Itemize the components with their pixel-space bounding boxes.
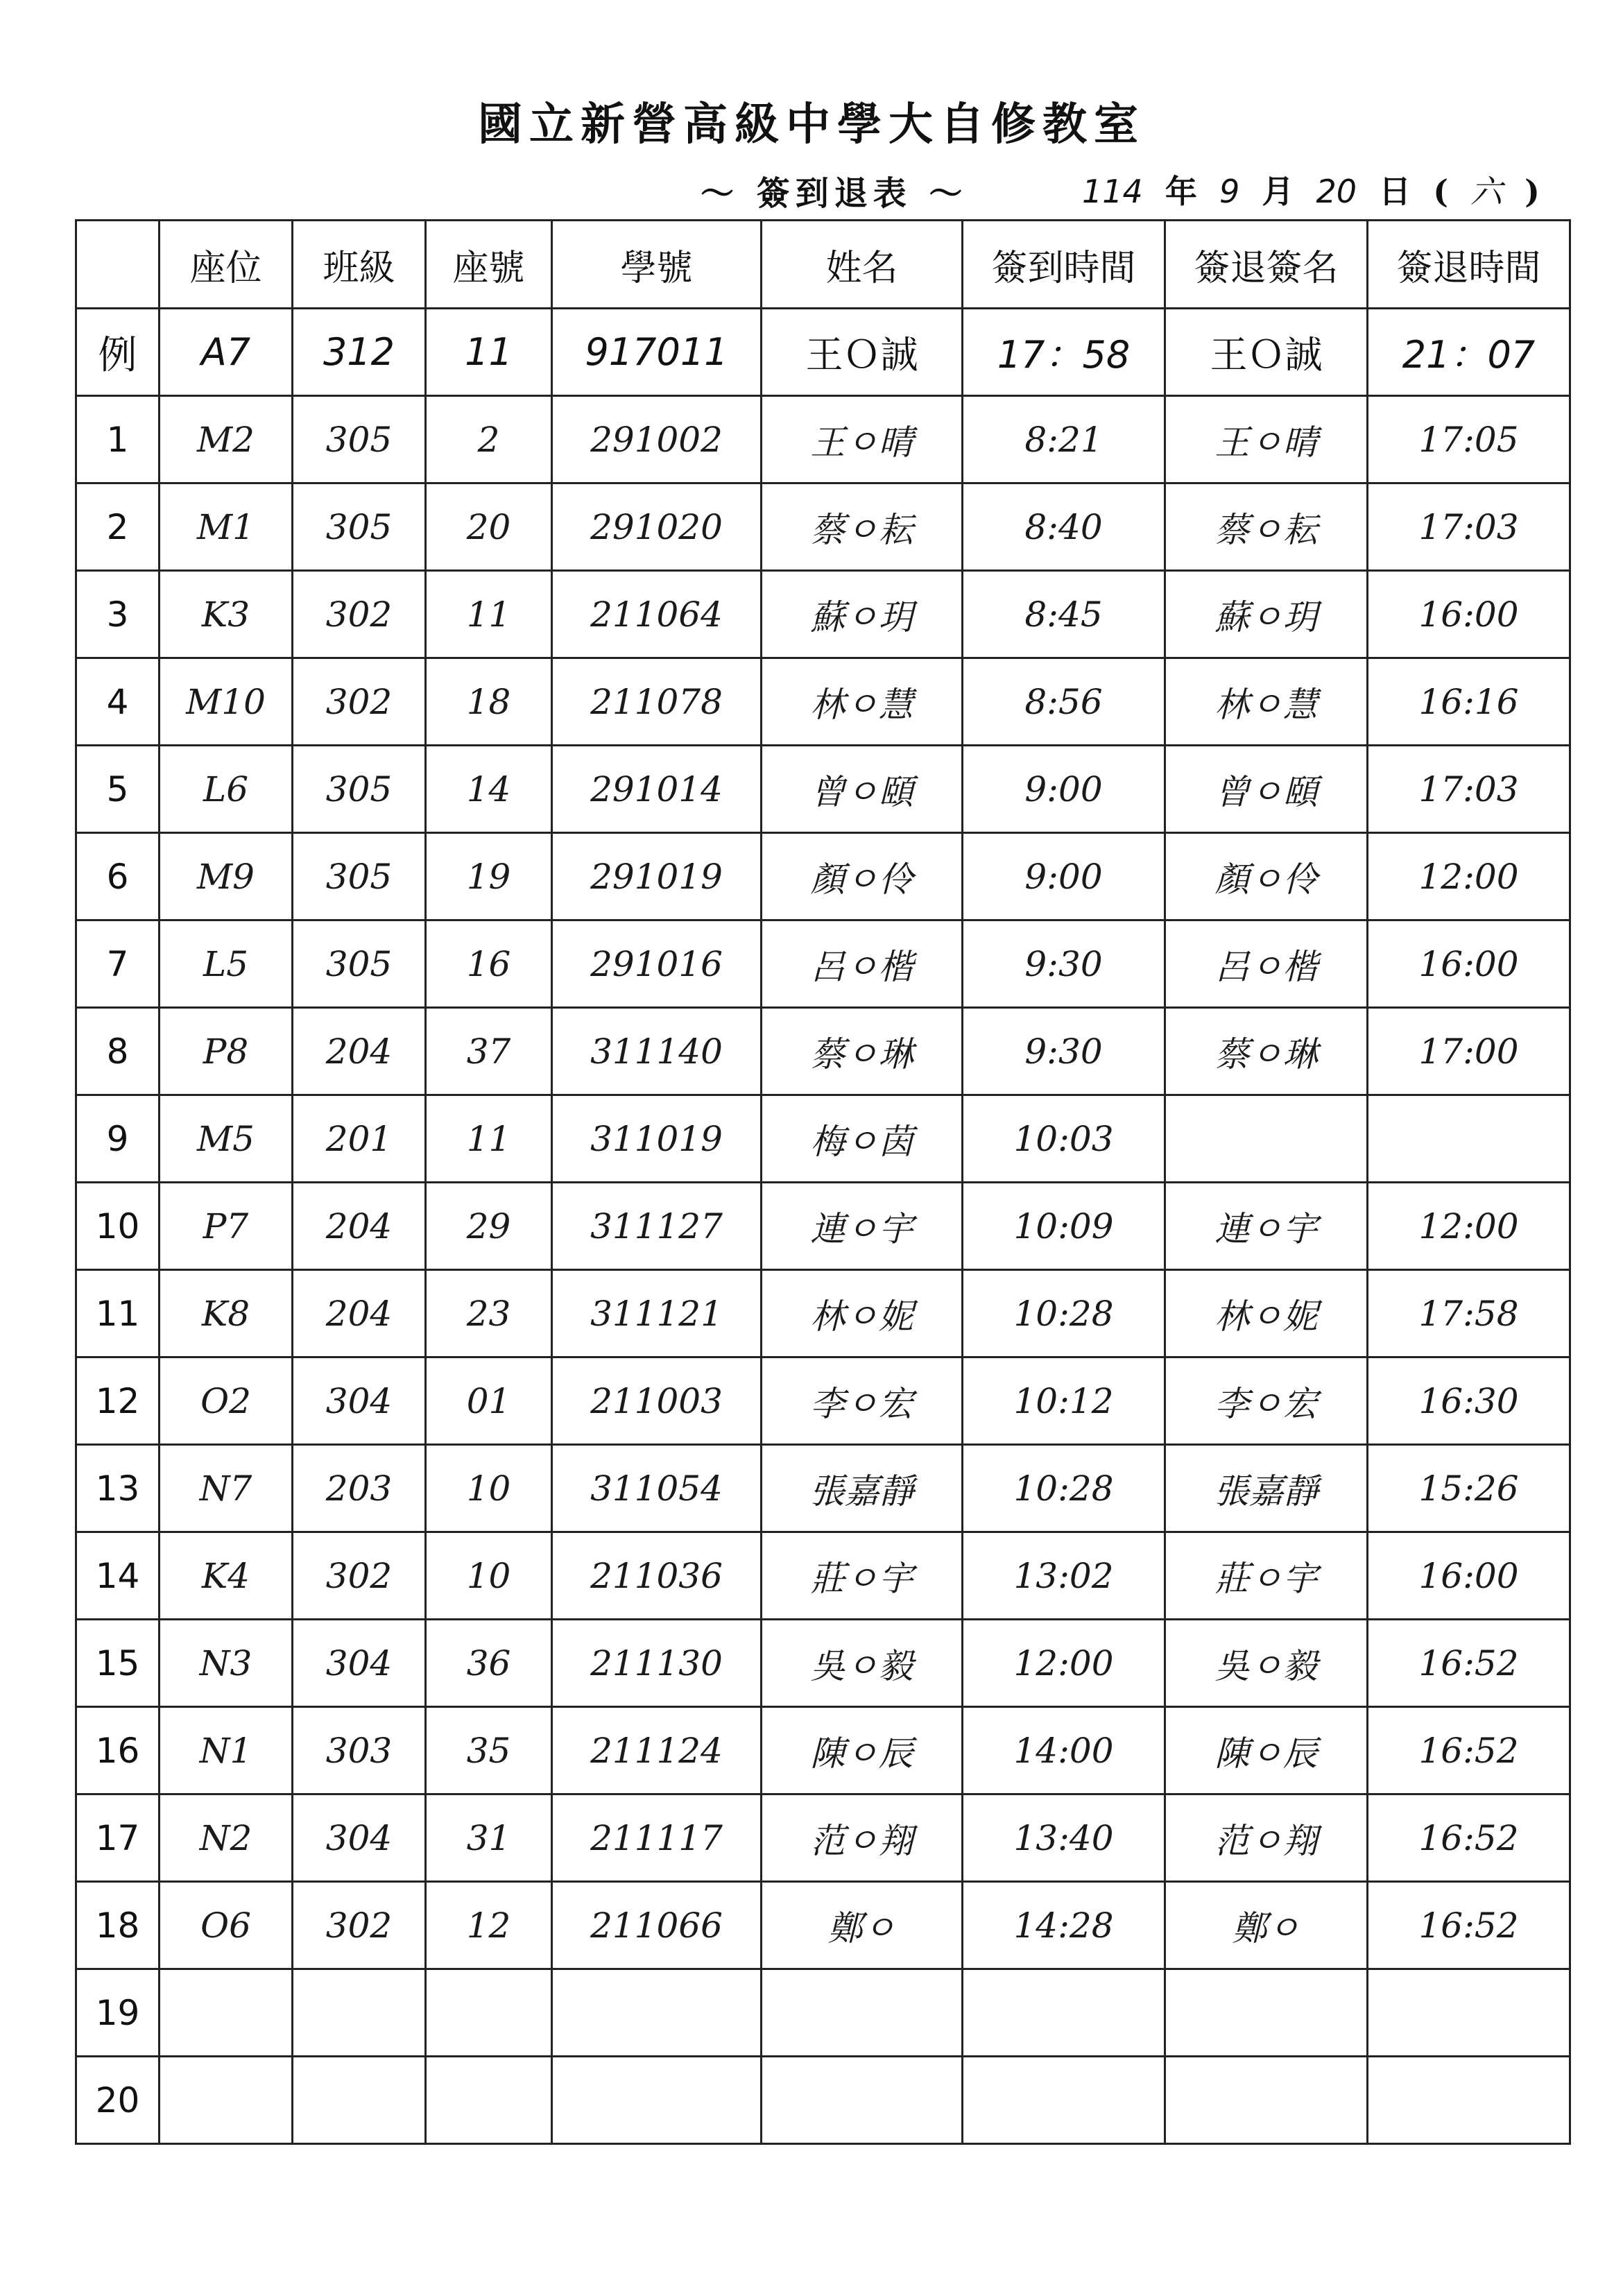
seat-cell bbox=[160, 2057, 293, 2144]
student-id-cell: 917011 bbox=[552, 309, 762, 396]
row-index: 例 bbox=[76, 309, 160, 396]
seat-number-cell: 16 bbox=[426, 920, 552, 1008]
sign-out-time-cell: 16:00 bbox=[1368, 920, 1570, 1008]
name-cell: 林ㅇ慧 bbox=[762, 658, 963, 746]
table-row bbox=[76, 1445, 1570, 1532]
seat-number-cell bbox=[426, 1969, 552, 2057]
sign-out-signature-cell: 林ㅇ妮 bbox=[1165, 1270, 1368, 1357]
class-cell bbox=[293, 1969, 426, 2057]
seat-number-cell: 01 bbox=[426, 1357, 552, 1445]
row-index: 5 bbox=[76, 746, 160, 833]
seat-cell: N3 bbox=[160, 1620, 293, 1707]
seat-number-cell: 35 bbox=[426, 1707, 552, 1794]
seat-number-cell: 19 bbox=[426, 833, 552, 920]
seat-number-cell: 23 bbox=[426, 1270, 552, 1357]
col-header-class: 班級 bbox=[293, 221, 426, 309]
row-index: 10 bbox=[76, 1183, 160, 1270]
date-day-label: 日 bbox=[1379, 173, 1411, 210]
table-row bbox=[76, 658, 1570, 746]
sign-out-signature-cell: 林ㅇ慧 bbox=[1165, 658, 1368, 746]
seat-number-cell: 31 bbox=[426, 1794, 552, 1882]
seat-cell: P8 bbox=[160, 1008, 293, 1095]
seat-cell: K3 bbox=[160, 571, 293, 658]
table-row bbox=[76, 1357, 1570, 1445]
name-cell: 梅ㅇ茵 bbox=[762, 1095, 963, 1183]
row-index: 16 bbox=[76, 1707, 160, 1794]
seat-number-cell: 20 bbox=[426, 483, 552, 571]
student-id-cell: 211036 bbox=[552, 1532, 762, 1620]
date-day: 20 bbox=[1316, 173, 1357, 210]
sign-out-signature-cell: 呂ㅇ楷 bbox=[1165, 920, 1368, 1008]
class-cell: 204 bbox=[293, 1183, 426, 1270]
date-weekday: 六 bbox=[1470, 173, 1503, 210]
sign-in-table bbox=[75, 219, 1571, 2145]
student-id-cell: 291019 bbox=[552, 833, 762, 920]
sign-out-signature-cell: 連ㅇ宇 bbox=[1165, 1183, 1368, 1270]
seat-number-cell: 2 bbox=[426, 396, 552, 483]
student-id-cell bbox=[552, 1969, 762, 2057]
row-index: 11 bbox=[76, 1270, 160, 1357]
row-index: 3 bbox=[76, 571, 160, 658]
row-index: 14 bbox=[76, 1532, 160, 1620]
sign-in-time-cell: 8:56 bbox=[963, 658, 1165, 746]
student-id-cell bbox=[552, 2057, 762, 2144]
seat-cell bbox=[160, 1969, 293, 2057]
table-row bbox=[76, 483, 1570, 571]
name-cell: 莊ㅇ宇 bbox=[762, 1532, 963, 1620]
sign-in-time-cell bbox=[963, 2057, 1165, 2144]
col-header-sign-out-time: 簽退時間 bbox=[1368, 221, 1570, 309]
seat-cell: M1 bbox=[160, 483, 293, 571]
sign-out-time-cell: 16:30 bbox=[1368, 1357, 1570, 1445]
class-cell: 305 bbox=[293, 746, 426, 833]
sign-out-signature-cell: 李ㅇ宏 bbox=[1165, 1357, 1368, 1445]
seat-number-cell: 36 bbox=[426, 1620, 552, 1707]
sign-out-time-cell: 12:00 bbox=[1368, 833, 1570, 920]
table-row bbox=[76, 1270, 1570, 1357]
student-id-cell: 291020 bbox=[552, 483, 762, 571]
sign-out-time-cell: 16:16 bbox=[1368, 658, 1570, 746]
sign-out-signature-cell: 張嘉靜 bbox=[1165, 1445, 1368, 1532]
table-row bbox=[76, 1794, 1570, 1882]
name-cell: 曾ㅇ頤 bbox=[762, 746, 963, 833]
seat-number-cell: 12 bbox=[426, 1882, 552, 1969]
sign-out-time-cell bbox=[1368, 1969, 1570, 2057]
seat-cell: N1 bbox=[160, 1707, 293, 1794]
row-index: 13 bbox=[76, 1445, 160, 1532]
class-cell: 305 bbox=[293, 396, 426, 483]
table-row bbox=[76, 746, 1570, 833]
date-weekday-open: ( bbox=[1433, 173, 1448, 210]
sign-in-time-cell: 14:28 bbox=[963, 1882, 1165, 1969]
student-id-cell: 211124 bbox=[552, 1707, 762, 1794]
row-index: 2 bbox=[76, 483, 160, 571]
name-cell: 蘇ㅇ玥 bbox=[762, 571, 963, 658]
name-cell: 呂ㅇ楷 bbox=[762, 920, 963, 1008]
table-row bbox=[76, 920, 1570, 1008]
name-cell: 張嘉靜 bbox=[762, 1445, 963, 1532]
name-cell: 蔡ㅇ琳 bbox=[762, 1008, 963, 1095]
student-id-cell: 211003 bbox=[552, 1357, 762, 1445]
sign-in-time-cell: 9:30 bbox=[963, 1008, 1165, 1095]
seat-number-cell: 37 bbox=[426, 1008, 552, 1095]
class-cell: 201 bbox=[293, 1095, 426, 1183]
sign-in-time-cell: 8:40 bbox=[963, 483, 1165, 571]
seat-number-cell: 18 bbox=[426, 658, 552, 746]
class-cell: 204 bbox=[293, 1270, 426, 1357]
table-row bbox=[76, 1620, 1570, 1707]
table-row bbox=[76, 571, 1570, 658]
sign-out-signature-cell: 顏ㅇ伶 bbox=[1165, 833, 1368, 920]
row-index: 7 bbox=[76, 920, 160, 1008]
date-year: 114 bbox=[1082, 173, 1143, 210]
sign-in-time-cell bbox=[963, 1969, 1165, 2057]
seat-number-cell: 29 bbox=[426, 1183, 552, 1270]
seat-cell: O6 bbox=[160, 1882, 293, 1969]
seat-number-cell: 10 bbox=[426, 1445, 552, 1532]
sign-out-signature-cell: 蔡ㅇ耘 bbox=[1165, 483, 1368, 571]
sign-out-signature-cell: 陳ㅇ辰 bbox=[1165, 1707, 1368, 1794]
sign-out-signature-cell: 曾ㅇ頤 bbox=[1165, 746, 1368, 833]
sign-out-time-cell bbox=[1368, 1095, 1570, 1183]
col-header-sign-in-time: 簽到時間 bbox=[963, 221, 1165, 309]
sign-out-signature-cell: 莊ㅇ宇 bbox=[1165, 1532, 1368, 1620]
sign-out-time-cell: 17:05 bbox=[1368, 396, 1570, 483]
seat-cell: O2 bbox=[160, 1357, 293, 1445]
row-index: 8 bbox=[76, 1008, 160, 1095]
col-header-index bbox=[76, 221, 160, 309]
class-cell bbox=[293, 2057, 426, 2144]
sign-out-time-cell: 17:03 bbox=[1368, 746, 1570, 833]
seat-number-cell bbox=[426, 2057, 552, 2144]
class-cell: 304 bbox=[293, 1357, 426, 1445]
sign-out-signature-cell: 范ㅇ翔 bbox=[1165, 1794, 1368, 1882]
sign-out-time-cell: 17:00 bbox=[1368, 1008, 1570, 1095]
class-cell: 302 bbox=[293, 1532, 426, 1620]
name-cell: 范ㅇ翔 bbox=[762, 1794, 963, 1882]
sign-out-signature-cell: 吳ㅇ毅 bbox=[1165, 1620, 1368, 1707]
class-cell: 302 bbox=[293, 571, 426, 658]
name-cell: 林ㅇ妮 bbox=[762, 1270, 963, 1357]
seat-cell: M10 bbox=[160, 658, 293, 746]
sign-out-signature-cell: 王Ｏ誠 bbox=[1165, 309, 1368, 396]
sign-in-time-cell: 10:28 bbox=[963, 1270, 1165, 1357]
class-cell: 203 bbox=[293, 1445, 426, 1532]
student-id-cell: 291014 bbox=[552, 746, 762, 833]
table-row bbox=[76, 396, 1570, 483]
table-row bbox=[76, 2057, 1570, 2144]
name-cell: 陳ㅇ辰 bbox=[762, 1707, 963, 1794]
name-cell: 顏ㅇ伶 bbox=[762, 833, 963, 920]
example-row bbox=[76, 309, 1570, 396]
class-cell: 303 bbox=[293, 1707, 426, 1794]
seat-cell: M5 bbox=[160, 1095, 293, 1183]
row-index: 15 bbox=[76, 1620, 160, 1707]
sign-in-time-cell: 9:00 bbox=[963, 746, 1165, 833]
class-cell: 312 bbox=[293, 309, 426, 396]
sign-in-time-cell: 10:03 bbox=[963, 1095, 1165, 1183]
class-cell: 302 bbox=[293, 1882, 426, 1969]
student-id-cell: 311121 bbox=[552, 1270, 762, 1357]
row-index: 1 bbox=[76, 396, 160, 483]
sign-out-signature-cell: 王ㅇ晴 bbox=[1165, 396, 1368, 483]
class-cell: 305 bbox=[293, 833, 426, 920]
name-cell: 王Ｏ誠 bbox=[762, 309, 963, 396]
student-id-cell: 311140 bbox=[552, 1008, 762, 1095]
student-id-cell: 211130 bbox=[552, 1620, 762, 1707]
student-id-cell: 311127 bbox=[552, 1183, 762, 1270]
student-id-cell: 291002 bbox=[552, 396, 762, 483]
table-row bbox=[76, 1095, 1570, 1183]
seat-cell: K8 bbox=[160, 1270, 293, 1357]
sign-out-time-cell bbox=[1368, 2057, 1570, 2144]
sign-in-time-cell: 10:09 bbox=[963, 1183, 1165, 1270]
student-id-cell: 211117 bbox=[552, 1794, 762, 1882]
class-cell: 302 bbox=[293, 658, 426, 746]
seat-number-cell: 11 bbox=[426, 309, 552, 396]
row-index: 18 bbox=[76, 1882, 160, 1969]
table-row bbox=[76, 1969, 1570, 2057]
table-row bbox=[76, 1532, 1570, 1620]
form-date bbox=[1082, 166, 1540, 212]
form-subtitle: ～ 簽到退表 ～ bbox=[701, 174, 968, 213]
date-weekday-close: ) bbox=[1525, 173, 1540, 210]
col-header-name: 姓名 bbox=[762, 221, 963, 309]
class-cell: 304 bbox=[293, 1794, 426, 1882]
sign-in-time-cell: 12:00 bbox=[963, 1620, 1165, 1707]
row-index: 12 bbox=[76, 1357, 160, 1445]
sign-out-time-cell: 16:52 bbox=[1368, 1882, 1570, 1969]
sign-out-time-cell: 21：07 bbox=[1368, 309, 1570, 396]
col-header-number: 座號 bbox=[426, 221, 552, 309]
seat-number-cell: 11 bbox=[426, 1095, 552, 1183]
seat-cell: A7 bbox=[160, 309, 293, 396]
sign-in-time-cell: 9:00 bbox=[963, 833, 1165, 920]
name-cell: 李ㅇ宏 bbox=[762, 1357, 963, 1445]
class-cell: 305 bbox=[293, 920, 426, 1008]
sign-in-time-cell: 9:30 bbox=[963, 920, 1165, 1008]
seat-cell: M9 bbox=[160, 833, 293, 920]
table-row bbox=[76, 1183, 1570, 1270]
student-id-cell: 291016 bbox=[552, 920, 762, 1008]
col-header-sign-out-signature: 簽退簽名 bbox=[1165, 221, 1368, 309]
student-id-cell: 211064 bbox=[552, 571, 762, 658]
name-cell: 鄭ㅇ bbox=[762, 1882, 963, 1969]
table-body bbox=[76, 309, 1570, 2144]
sign-out-time-cell: 16:00 bbox=[1368, 1532, 1570, 1620]
name-cell: 吳ㅇ毅 bbox=[762, 1620, 963, 1707]
name-cell: 王ㅇ晴 bbox=[762, 396, 963, 483]
sign-out-signature-cell: 蔡ㅇ琳 bbox=[1165, 1008, 1368, 1095]
student-id-cell: 211066 bbox=[552, 1882, 762, 1969]
seat-cell: N7 bbox=[160, 1445, 293, 1532]
sign-out-time-cell: 15:26 bbox=[1368, 1445, 1570, 1532]
name-cell bbox=[762, 1969, 963, 2057]
seat-cell: P7 bbox=[160, 1183, 293, 1270]
date-month-label: 月 bbox=[1262, 173, 1294, 210]
sign-out-time-cell: 16:00 bbox=[1368, 571, 1570, 658]
seat-cell: M2 bbox=[160, 396, 293, 483]
sign-out-time-cell: 16:52 bbox=[1368, 1707, 1570, 1794]
sign-in-time-cell: 10:12 bbox=[963, 1357, 1165, 1445]
seat-number-cell: 14 bbox=[426, 746, 552, 833]
student-id-cell: 311054 bbox=[552, 1445, 762, 1532]
student-id-cell: 311019 bbox=[552, 1095, 762, 1183]
class-cell: 204 bbox=[293, 1008, 426, 1095]
name-cell: 蔡ㅇ耘 bbox=[762, 483, 963, 571]
student-id-cell: 211078 bbox=[552, 658, 762, 746]
class-cell: 304 bbox=[293, 1620, 426, 1707]
row-index: 6 bbox=[76, 833, 160, 920]
col-header-seat: 座位 bbox=[160, 221, 293, 309]
sign-in-time-cell: 14:00 bbox=[963, 1707, 1165, 1794]
seat-cell: N2 bbox=[160, 1794, 293, 1882]
sign-in-time-cell: 8:45 bbox=[963, 571, 1165, 658]
table-row bbox=[76, 833, 1570, 920]
date-month: 9 bbox=[1219, 173, 1240, 210]
seat-cell: L5 bbox=[160, 920, 293, 1008]
sign-out-time-cell: 17:03 bbox=[1368, 483, 1570, 571]
col-header-student-id: 學號 bbox=[552, 221, 762, 309]
date-year-label: 年 bbox=[1165, 173, 1197, 210]
row-index: 19 bbox=[76, 1969, 160, 2057]
seat-cell: K4 bbox=[160, 1532, 293, 1620]
row-index: 17 bbox=[76, 1794, 160, 1882]
sign-in-time-cell: 10:28 bbox=[963, 1445, 1165, 1532]
sign-in-time-cell: 8:21 bbox=[963, 396, 1165, 483]
table-row bbox=[76, 1008, 1570, 1095]
seat-number-cell: 10 bbox=[426, 1532, 552, 1620]
sign-out-time-cell: 12:00 bbox=[1368, 1183, 1570, 1270]
sign-out-signature-cell bbox=[1165, 2057, 1368, 2144]
seat-number-cell: 11 bbox=[426, 571, 552, 658]
sign-out-time-cell: 16:52 bbox=[1368, 1620, 1570, 1707]
sign-out-signature-cell: 蘇ㅇ玥 bbox=[1165, 571, 1368, 658]
seat-cell: L6 bbox=[160, 746, 293, 833]
sign-out-signature-cell bbox=[1165, 1969, 1368, 2057]
sign-out-time-cell: 16:52 bbox=[1368, 1794, 1570, 1882]
sign-out-signature-cell: 鄭ㅇ bbox=[1165, 1882, 1368, 1969]
header-row bbox=[76, 221, 1570, 309]
name-cell bbox=[762, 2057, 963, 2144]
row-index: 4 bbox=[76, 658, 160, 746]
sign-out-time-cell: 17:58 bbox=[1368, 1270, 1570, 1357]
class-cell: 305 bbox=[293, 483, 426, 571]
sign-in-time-cell: 13:02 bbox=[963, 1532, 1165, 1620]
table-row bbox=[76, 1707, 1570, 1794]
table-row bbox=[76, 1882, 1570, 1969]
name-cell: 連ㅇ宇 bbox=[762, 1183, 963, 1270]
row-index: 9 bbox=[76, 1095, 160, 1183]
sign-in-time-cell: 17：58 bbox=[963, 309, 1165, 396]
sign-out-signature-cell bbox=[1165, 1095, 1368, 1183]
row-index: 20 bbox=[76, 2057, 160, 2144]
sign-in-time-cell: 13:40 bbox=[963, 1794, 1165, 1882]
page-title: 國立新營高級中學大自修教室 bbox=[478, 98, 1145, 151]
